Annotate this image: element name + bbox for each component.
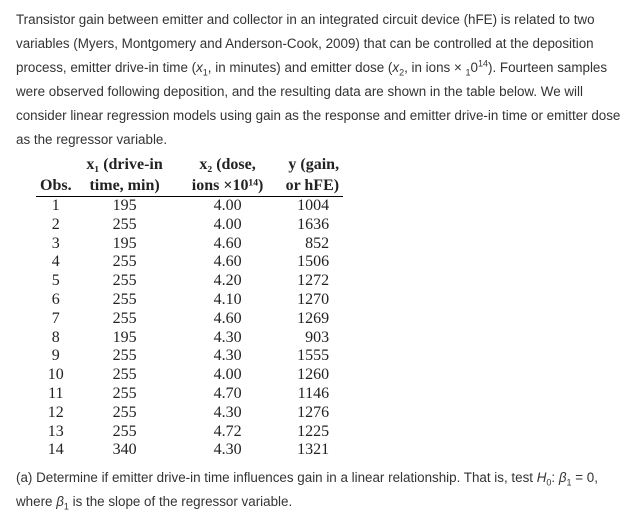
table-row bbox=[36, 385, 343, 404]
var-x1: x bbox=[196, 60, 203, 75]
subscript: 1 bbox=[465, 67, 471, 78]
table-cell: 5 bbox=[51, 272, 60, 290]
subscript: 0 bbox=[546, 477, 552, 488]
table-cell: 1 bbox=[51, 197, 60, 214]
table-cell: 1321 bbox=[297, 441, 330, 459]
subscript: 1 bbox=[566, 477, 572, 488]
table-cell: 1276 bbox=[297, 403, 330, 421]
beta-symbol: β bbox=[558, 470, 567, 485]
table-cell: 4.30 bbox=[213, 403, 242, 421]
table-cell: 7 bbox=[51, 309, 60, 327]
question-text: is the slope of the regressor variable. bbox=[68, 494, 293, 509]
question-text: = 0, where bbox=[16, 470, 598, 509]
intro-text: ). Fourteen samples were observed following deposition, and the resulting data are shown in the table below. We will consider linear regression models using gain as the response and emitter drive-in time or emitter dose as the regressor variable. bbox=[16, 60, 621, 147]
table-cell: 255 bbox=[112, 215, 137, 233]
table-cell: 4.70 bbox=[213, 384, 242, 402]
column-header: time, min) bbox=[76, 175, 174, 197]
intro-text: Transistor gain between emitter and collector in an integrated circuit device (hFE) is related to two variables (Myers, Montgomery and Anderson-Cook, 2009) that can be controlled at the deposition process, emitter drive-in time ( bbox=[16, 12, 595, 75]
table-cell: 4.72 bbox=[213, 422, 242, 440]
table-cell: 4.60 bbox=[213, 234, 242, 252]
question-a bbox=[16, 466, 626, 514]
table-cell: 1004 bbox=[297, 197, 330, 214]
table-cell: 8 bbox=[51, 328, 60, 346]
table-cell: 852 bbox=[305, 234, 330, 252]
table-row bbox=[36, 272, 343, 291]
table-cell: 195 bbox=[112, 328, 137, 346]
table-cell: 255 bbox=[112, 253, 137, 271]
table-row bbox=[36, 253, 343, 272]
intro-text: , in minutes) and emitter dose ( bbox=[207, 60, 393, 75]
subscript: 1 bbox=[63, 501, 69, 512]
column-header: y (gain, bbox=[288, 156, 340, 173]
table-row bbox=[36, 441, 343, 460]
table-cell: 4.30 bbox=[213, 328, 242, 346]
header-row bbox=[36, 154, 343, 175]
table-row bbox=[36, 216, 343, 235]
table-cell: 903 bbox=[305, 328, 330, 346]
table-cell: 14 bbox=[47, 441, 64, 459]
table-cell: 1225 bbox=[297, 422, 330, 440]
table-cell: 3 bbox=[51, 234, 60, 252]
table-cell: 1555 bbox=[297, 347, 330, 365]
question-text: : bbox=[551, 470, 559, 485]
table-row bbox=[36, 235, 343, 254]
column-header: Obs. bbox=[36, 175, 76, 197]
question-text: (a) Determine if emitter drive-in time influences gain in a linear relationship. That is, test bbox=[16, 470, 537, 485]
table-cell: 4.30 bbox=[213, 347, 242, 365]
table-cell: 4.00 bbox=[213, 215, 242, 233]
subscript: 1 bbox=[202, 67, 208, 78]
intro-text: , in ions × bbox=[404, 60, 466, 75]
table-cell: 4.00 bbox=[213, 197, 242, 214]
header-row bbox=[36, 175, 343, 197]
table-cell: 255 bbox=[112, 422, 137, 440]
column-header: ions ×10¹⁴) bbox=[174, 175, 282, 197]
table-cell: 4.00 bbox=[213, 366, 242, 384]
table-row bbox=[36, 291, 343, 310]
table-cell: 4 bbox=[51, 253, 60, 271]
table-cell: 9 bbox=[51, 347, 60, 365]
data-table bbox=[36, 154, 343, 460]
superscript: 14 bbox=[477, 58, 488, 69]
table-cell: 195 bbox=[112, 234, 137, 252]
column-header: or hFE) bbox=[282, 175, 343, 197]
table-cell: 1269 bbox=[297, 309, 330, 327]
column-header: x₂ (dose, bbox=[199, 156, 256, 173]
table-row bbox=[36, 329, 343, 348]
table-row bbox=[36, 423, 343, 442]
table-cell: 11 bbox=[48, 384, 64, 402]
table-cell: 13 bbox=[47, 422, 64, 440]
var-x2: x bbox=[392, 60, 400, 75]
table-row bbox=[36, 310, 343, 329]
table-cell: 255 bbox=[112, 384, 137, 402]
table-cell: 255 bbox=[112, 272, 137, 290]
table-cell: 10 bbox=[47, 366, 64, 384]
table-cell: 1260 bbox=[297, 366, 330, 384]
column-header: x₁ (drive-in bbox=[86, 156, 163, 173]
table-cell: 255 bbox=[112, 309, 137, 327]
h0-symbol: H bbox=[536, 470, 547, 485]
table-row bbox=[36, 197, 343, 216]
table-row bbox=[36, 404, 343, 423]
column-header bbox=[36, 154, 76, 175]
table-row bbox=[36, 366, 343, 385]
table-cell: 6 bbox=[51, 290, 60, 308]
table-cell: 255 bbox=[112, 366, 137, 384]
subscript: 2 bbox=[399, 67, 405, 78]
table-cell: 4.20 bbox=[213, 272, 242, 290]
intro-text: 0 bbox=[470, 60, 478, 75]
table-cell: 340 bbox=[112, 441, 137, 459]
table-cell: 12 bbox=[47, 403, 64, 421]
table-cell: 255 bbox=[112, 403, 137, 421]
beta-symbol: β bbox=[56, 494, 64, 509]
table-cell: 1506 bbox=[297, 253, 330, 271]
table-cell: 255 bbox=[112, 290, 137, 308]
table-row bbox=[36, 347, 343, 366]
table-cell: 255 bbox=[112, 347, 137, 365]
table-cell: 2 bbox=[51, 215, 60, 233]
table-cell: 1272 bbox=[297, 272, 330, 290]
table-cell: 4.60 bbox=[213, 309, 242, 327]
table-cell: 4.60 bbox=[213, 253, 242, 271]
table-cell: 195 bbox=[112, 197, 137, 214]
table-cell: 1146 bbox=[297, 384, 330, 402]
table-cell: 4.10 bbox=[213, 290, 242, 308]
intro-paragraph bbox=[16, 8, 626, 152]
table-cell: 1636 bbox=[297, 215, 330, 233]
table-cell: 1270 bbox=[297, 290, 330, 308]
table-cell: 4.30 bbox=[213, 441, 242, 459]
